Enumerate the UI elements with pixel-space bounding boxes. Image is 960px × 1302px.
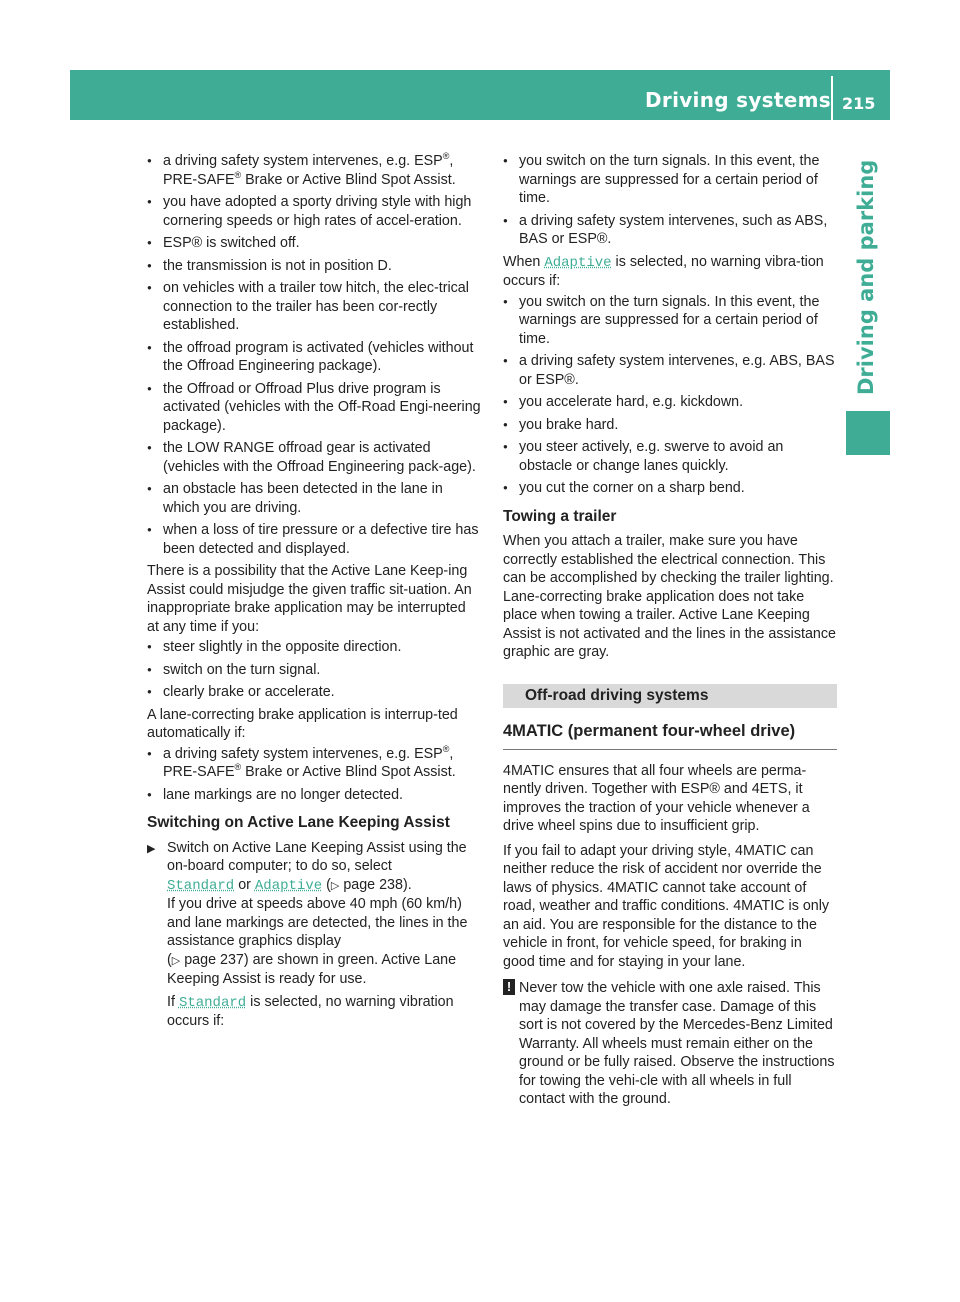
list-item: ● an obstacle has been detected in the lane in which you are driving. bbox=[147, 480, 481, 517]
paragraph bbox=[503, 253, 837, 291]
text: or bbox=[238, 876, 251, 893]
list-item: ● you steer actively, e.g. swerve to avoid an obstacle or change lanes quickly. bbox=[503, 438, 837, 475]
text: a driving safety system intervenes, e.g. ESP bbox=[163, 153, 443, 169]
text: , PRE-SAFE bbox=[163, 745, 454, 780]
list-item bbox=[147, 152, 481, 189]
left-column bbox=[147, 152, 481, 1033]
list-item: ● clearly brake or accelerate. bbox=[147, 683, 481, 702]
text: If you drive at speeds above 40 mph (60 km/h) and lane markings are detected, the lines in the assistance graphics display bbox=[167, 896, 468, 949]
list-item: ● you brake hard. bbox=[503, 416, 837, 435]
list-item: ● ESP® is switched off. bbox=[147, 234, 481, 253]
list-item: ● you cut the corner on a sharp bend. bbox=[503, 479, 837, 498]
adaptive-option: Adaptive bbox=[254, 877, 323, 894]
text: is selected, no warning vibra-tion occurs if: bbox=[503, 253, 824, 289]
registered-mark: ® bbox=[442, 151, 450, 162]
header-divider bbox=[831, 76, 833, 120]
page-ref-icon: ▷ bbox=[171, 954, 181, 967]
list-item: ● the Offroad or Offroad Plus drive program is activated (vehicles with the Off-Road Engi-neering package). bbox=[147, 380, 481, 436]
list-item bbox=[147, 745, 481, 782]
heading: 4MATIC (permanent four-wheel drive) bbox=[503, 722, 837, 750]
list-item: ● when a loss of tire pressure or a defective tire has been detected and displayed. bbox=[147, 521, 481, 558]
list-item: ● the LOW RANGE offroad gear is activated (vehicles with the Offroad Engineering pack-age). bbox=[147, 439, 481, 476]
paragraph: There is a possibility that the Active Lane Keep-ing Assist could misjudge the given traffic sit-uation. An inappropriate brake application may be interrupted at any time if you: bbox=[147, 563, 472, 635]
standard-option: Standard bbox=[167, 877, 235, 894]
text: When bbox=[503, 253, 541, 270]
text: is selected, no warning vibration occurs if: bbox=[167, 993, 454, 1029]
text: If bbox=[167, 993, 175, 1010]
text: Brake or Active Blind Spot Assist. bbox=[241, 171, 456, 188]
subheading: Switching on Active Lane Keeping Assist bbox=[147, 814, 450, 831]
text: a driving safety system intervenes, e.g. ESP bbox=[163, 745, 443, 762]
instruction-step: ▶ Switch on Active Lane Keeping Assist using the on-board computer; to do so, select Standard or Adaptive (▷ page 238). If you drive at speeds above 40 mph (60 km/h) and lane markings are detected, the lines in the assistance graphics display (▷ page 237) are shown in green. Active Lane Keeping Assist is ready for use. If Standard is selected, no warning vibration occurs if: bbox=[147, 839, 481, 1031]
standard-option: Standard bbox=[178, 994, 247, 1011]
list-item: ● a driving safety system intervenes, e.g. ABS, BAS or ESP®. bbox=[503, 352, 837, 389]
registered-mark: ® bbox=[234, 169, 242, 180]
list-item: ● lane markings are no longer detected. bbox=[147, 786, 481, 805]
paragraph bbox=[167, 993, 481, 1031]
list-item: ● a driving safety system intervenes, such as ABS, BAS or ESP®. bbox=[503, 212, 837, 249]
paragraph: If you fail to adapt your driving style, 4MATIC can neither reduce the risk of accident nor override the laws of physics. 4MATIC cannot take account of road, weather and traffic conditions. 4MATIC is only an aid. You are responsible for the distance to the vehicle in front, for vehicle speed, for braking in good time and for staying in your lane. bbox=[503, 842, 830, 970]
page-ref-icon: ▷ bbox=[330, 879, 340, 892]
page-reference[interactable]: page 237) are shown in green. Active Lane Keeping Assist is ready for use. bbox=[167, 951, 457, 987]
list-item: ● you have adopted a sporty driving style with high cornering speeds or high rates of accel-eration. bbox=[147, 193, 481, 230]
right-column bbox=[503, 152, 837, 1109]
text: , PRE-SAFE bbox=[163, 153, 454, 188]
list-item: ● you switch on the turn signals. In this event, the warnings are suppressed for a certain period of time. bbox=[503, 293, 837, 349]
page-number: 215 bbox=[842, 94, 876, 113]
list-item: ● steer slightly in the opposite direction. bbox=[147, 638, 481, 657]
side-tab-label: Driving and parking bbox=[854, 159, 878, 395]
subheading: Towing a trailer bbox=[503, 507, 617, 525]
list-item: ● you accelerate hard, e.g. kickdown. bbox=[503, 393, 837, 412]
list-item: ● the transmission is not in position D. bbox=[147, 257, 481, 276]
paragraph: 4MATIC ensures that all four wheels are perma-nently driven. Together with ESP® and 4ETS, it improves the traction of your vehicle whenever a drive wheel spins due to insufficient grip. bbox=[503, 762, 810, 834]
warning-icon: ! bbox=[503, 979, 515, 995]
list-item: ● on vehicles with a trailer tow hitch, the elec-trical connection to the trailer has been cor-rectly established. bbox=[147, 279, 481, 335]
registered-mark: ® bbox=[442, 743, 450, 754]
paragraph: A lane-correcting brake application is interrup-ted automatically if: bbox=[147, 706, 458, 741]
text: Switch on Active Lane Keeping Assist using the on-board computer; to do so, select bbox=[167, 839, 467, 874]
warning-text: Never tow the vehicle with one axle raised. This may damage the transfer case. Damage of this sort is not covered by the Mercedes-Benz Limited Warranty. All wheels must remain either on the ground or be fully raised. Observe the instructions for towing the vehi-cle with all wheels in full contact with the ground. bbox=[519, 980, 835, 1107]
text: Brake or Active Blind Spot Assist. bbox=[241, 764, 456, 780]
adaptive-option: Adaptive bbox=[544, 254, 612, 271]
list-item: ● switch on the turn signal. bbox=[147, 661, 481, 680]
list-item: ● the offroad program is activated (vehicles without the Offroad Engineering package). bbox=[147, 339, 481, 376]
section-title: Driving systems bbox=[645, 88, 831, 112]
list-item: ● you switch on the turn signals. In this event, the warnings are suppressed for a certain period of time. bbox=[503, 152, 837, 208]
warning-note bbox=[503, 979, 837, 1109]
registered-mark: ® bbox=[234, 762, 242, 773]
side-tab-marker bbox=[846, 411, 890, 455]
paragraph: When you attach a trailer, make sure you have correctly established the electrical connection. This can be accomplished by checking the trailer lighting. Lane-correcting brake application does not take place when towing a trailer. Active Lane Keeping Assist is not activated and the lines in the assistance graphic are gray. bbox=[503, 533, 836, 660]
page-reference[interactable]: page 238). bbox=[343, 876, 412, 893]
section-heading: Off-road driving systems bbox=[503, 684, 837, 709]
